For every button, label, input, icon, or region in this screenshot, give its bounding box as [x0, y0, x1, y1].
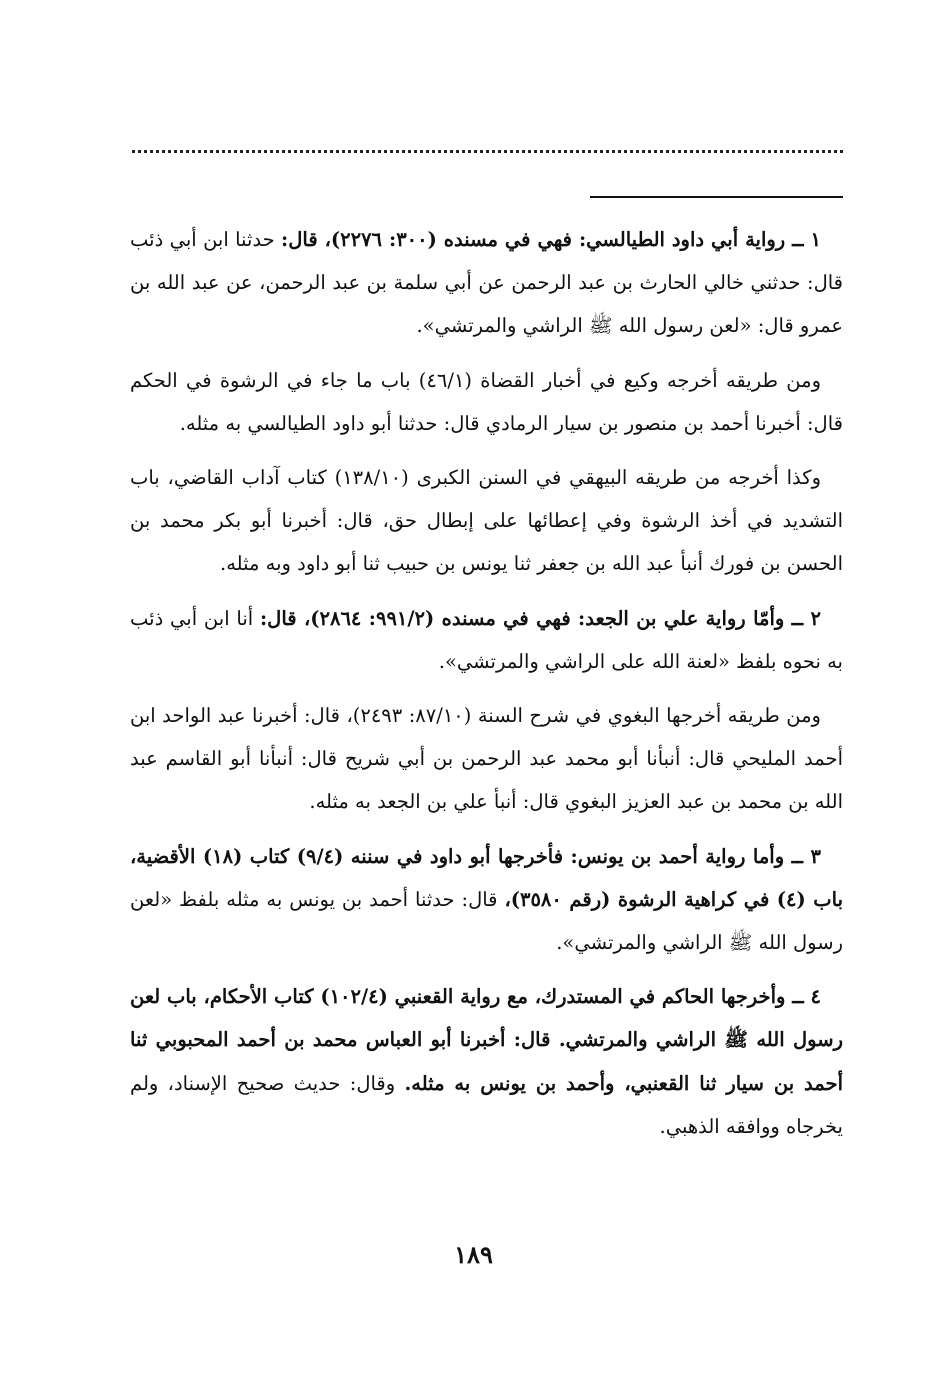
paragraph-text: وكذا أخرجه من طريقه البيهقي في السنن الكبرى (١٣٨/١٠) كتاب آداب القاضي، باب التشديد في أخذ الرشوة وفي إعطائها على إبطال حق، قال: أخبرنا أبو بكر محمد بن الحسن بن فورك أنبأ عبد الله بن جعفر ثنا يونس بن حبيب ثنا أبو داود وبه مثله.	[130, 466, 843, 576]
paragraph	[130, 694, 843, 824]
paragraph-heading: ٢ ــ وأمّا رواية علي بن الجعد: فهي في مسنده (٩٩١/٢: ٢٨٦٤)، قال:	[259, 606, 821, 630]
paragraph	[130, 597, 843, 683]
footnote-separator	[590, 196, 843, 198]
paragraph-text: وقال: حديث صحيح الإسناد، ولم يخرجاه ووافقه الذهبي.	[130, 1071, 843, 1138]
page-number: ١٨٩	[454, 1240, 493, 1269]
paragraph-heading: ٤ ــ وأخرجها الحاكم في المستدرك، مع رواية القعنبي (١٠٢/٤) كتاب الأحكام، باب لعن رسول الله ﷺ الراشي والمرتشي. قال: أخبرنا أبو العباس محمد بن أحمد المحبوبي ثنا أحمد بن سيار ثنا القعنبي، وأحمد بن يونس به مثله.	[130, 985, 843, 1095]
paragraph-text: حدثنا ابن أبي ذئب قال: حدثني خالي الحارث بن عبد الرحمن عن أبي سلمة بن عبد الرحمن، عن عبد الله بن عمرو قال: «لعن رسول الله ﷺ الراشي والمرتشي».	[130, 228, 843, 338]
paragraph	[130, 359, 843, 445]
paragraph-text: ومن طريقه أخرجه وكيع في أخبار القضاة (٤٦/١) باب ما جاء في الرشوة في الحكم قال: أخبرنا أحمد بن منصور بن سيار الرمادي قال: حدثنا أبو داود الطيالسي به مثله.	[130, 368, 843, 435]
paragraph-text: أنا ابن أبي ذئب به نحوه بلفظ «لعنة الله على الراشي والمرتشي».	[130, 606, 843, 673]
paragraph-heading: ٣ ــ وأما رواية أحمد بن يونس: فأخرجها أبو داود في سننه (٩/٤) كتاب (١٨) الأقضية، باب (٤) في كراهية الرشوة (رقم ٣٥٨٠)،	[130, 844, 844, 911]
paragraph	[130, 835, 843, 965]
paragraph-heading: ١ ــ رواية أبي داود الطيالسي: فهي في مسنده (٣٠٠: ٢٢٧٦)، قال:	[281, 228, 822, 251]
body-text	[130, 218, 843, 1159]
paragraph-text: قال: حدثنا أحمد بن يونس به مثله بلفظ «لعن رسول الله ﷺ الراشي والمرتشي».	[130, 887, 843, 955]
paragraph	[130, 218, 843, 348]
paragraph	[130, 975, 843, 1148]
dotted-separator	[132, 150, 843, 153]
paragraph-text: ومن طريقه أخرجها البغوي في شرح السنة (٨٧/١٠: ٢٤٩٣)، قال: أخبرنا عبد الواحد ابن أحمد المليحي قال: أنبأنا أبو محمد عبد الرحمن بن أبي شريح قال: أنبأنا أبو القاسم عبد الله بن محمد بن عبد العزيز البغوي قال: أنبأ علي بن الجعد به مثله.	[130, 704, 843, 814]
paragraph	[130, 456, 843, 586]
